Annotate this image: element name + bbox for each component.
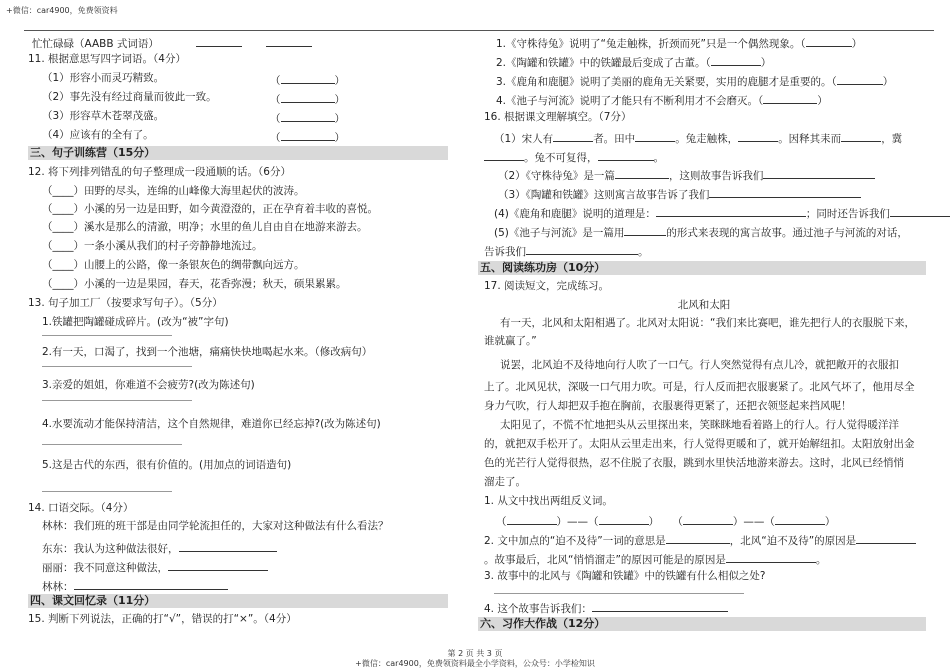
page-number: 第 2 页 共 3 页 — [447, 649, 503, 658]
q15-item: 2.《陶罐和铁罐》中的铁罐最后变成了古董。（ ） — [496, 57, 772, 69]
answer-blank[interactable] — [266, 36, 312, 47]
q11-answer[interactable]: （ ） — [270, 94, 345, 106]
footer-note: +微信：car4900，免费领资料最全小学资料，公众号：小学检知识 — [355, 659, 595, 668]
answer-line[interactable] — [42, 334, 172, 336]
q13-item: 4.水要流动才能保持清洁，这个自然规律，难道你已经忘掉?(改为陈述句) — [42, 418, 381, 430]
q16-line2: （2）《守株待兔》是一篇 ，这则故事告诉我们 — [498, 168, 875, 182]
q15-item: 1.《守株待兔》说明了“兔走触株，折颈而死”只是一个偶然现象。（ ） — [496, 38, 863, 50]
q14-dialog-lin2: 林林： — [42, 579, 228, 593]
section-6-heading: 六、习作大作战（12分） — [478, 617, 926, 631]
answer-blank[interactable] — [168, 560, 268, 571]
story-line: 太阳见了，不慌不忙地把头从云里探出来，笑眯眯地看着路上的行人。行人觉得暖洋洋 — [500, 419, 899, 431]
r4-question: 4. 这个故事告诉我们： — [484, 601, 728, 615]
r1-answers: （ ）——（ ） （ ）——（ ） — [496, 516, 836, 528]
q16-title: 16. 根据课文理解填空。（7分） — [484, 111, 632, 123]
q12-item[interactable]: （____）田野的尽头，连绵的山峰像大海里起伏的波涛。 — [42, 185, 305, 197]
q16-line1: （1）宋人有 者。田中 。兔走触株， 。因释其耒而 ，冀 — [494, 133, 903, 145]
q13-item: 5.这是古代的东西，很有价值的。(用加点的词语造句) — [42, 459, 292, 471]
q11-item: （2）事先没有经过商量而彼此一致。 — [42, 91, 217, 103]
q12-item[interactable]: （____）山腰上的公路，像一条银灰色的绸带飘向远方。 — [42, 259, 305, 271]
story-line: 的，就把双手松开了。太阳从云里走出来，行人觉得更暖和了，就开始解纽扣。太阳放射出金 — [484, 438, 915, 450]
story-title: 北风和太阳 — [677, 299, 731, 311]
header-note: +微信：car4900，免费领资料 — [6, 6, 118, 15]
q13-item: 3.亲爱的姐姐，你难道不会疲劳?(改为陈述句) — [42, 379, 255, 391]
q16-line4: (4)《鹿角和鹿腿》说明的道理是： ；同时还告诉我们 — [494, 206, 950, 220]
q12-item[interactable]: （____）溪水是那么的清澈，明净；水里的鱼儿自由自在地游来游去。 — [42, 221, 368, 233]
q12-title: 12. 将下列排列错乱的句子整理成一段通顺的话。（6分） — [28, 166, 291, 178]
story-line: 谁就赢了。” — [484, 335, 537, 347]
answer-blank[interactable] — [179, 541, 277, 552]
r2-line1: 2. 文中加点的“迫不及待”一词的意思是 ，北风“迫不及待”的原因是 — [484, 533, 916, 547]
q12-item[interactable]: （____）小溪的一边是果园，春天，花香弥漫；秋天，硕果累累。 — [42, 278, 347, 290]
q12-item[interactable]: （____）小溪的另一边是田野，如今黄澄澄的，正在孕育着丰收的喜悦。 — [42, 203, 378, 215]
q15-title: 15. 判断下列说法，正确的打“√”，错误的打“×”。（4分） — [28, 613, 297, 625]
story-line: 身力气吹，行人却把双手抱在胸前，衣服裹得更紧了，还把衣领竖起来挡风呢！ — [484, 400, 852, 412]
q14-dialog-lin: 林林：我们班的班干部是由同学轮流担任的，大家对这种做法有什么看法？ — [42, 520, 389, 532]
q11-answer[interactable]: （ ） — [270, 75, 345, 87]
section-5-heading: 五、阅读练功房（10分） — [478, 261, 926, 275]
q11-answer[interactable]: （ ） — [270, 113, 345, 125]
r3-question: 3. 故事中的北风与《陶罐和铁罐》中的铁罐有什么相似之处? — [484, 570, 766, 582]
aabb-line: 忙忙碌碌（AABB 式词语） — [32, 36, 312, 50]
q16-line3: （3）《陶罐和铁罐》这则寓言故事告诉了我们 — [498, 187, 861, 201]
answer-line[interactable] — [42, 399, 192, 401]
q16-line5: (5)《池子与河流》是一篇用 的形式来表现的寓言故事。通过池子与河流的对话， — [494, 227, 908, 239]
answer-blank[interactable] — [196, 36, 242, 47]
answer-line[interactable] — [42, 365, 192, 367]
section-3-heading: 三、句子训练营（15分） — [28, 146, 448, 160]
story-line: 上了。北风见状，深吸一口气用力吹。可是，行人反而把衣服裹紧了。北风气坏了，他用尽全 — [484, 381, 915, 393]
q14-dialog-li: 丽丽：我不同意这种做法， — [42, 560, 268, 574]
r2-line2: 。故事最后，北风“悄悄溜走”的原因可能是的原因是 。 — [484, 554, 827, 566]
q16-line1b: 。兔不可复得， 。 — [484, 150, 664, 164]
section-4-heading: 四、课文回忆录（11分） — [28, 594, 448, 608]
q14-dialog-dong: 东东：我认为这种做法很好， — [42, 541, 277, 555]
story-line: 色的光芒行人觉得很热，忍不住脱了衣服，跳到水里快活地游来游去。这时，北风已经悄悄 — [484, 457, 904, 469]
q13-item: 1.铁罐把陶罐碰成碎片。(改为“被”字句) — [42, 316, 229, 328]
q13-item: 2.有一天，口渴了，找到一个池塘，痛痛快快地喝起水来。（修改病句） — [42, 346, 373, 358]
story-line: 有一天，北风和太阳相遇了。北风对太阳说：“我们来比赛吧，谁先把行人的衣服脱下来， — [500, 317, 915, 329]
q15-item: 3.《鹿角和鹿腿》说明了美丽的鹿角无关紧要，实用的鹿腿才是重要的。（ ） — [496, 76, 894, 88]
q11-item: （1）形容小而灵巧精致。 — [42, 72, 165, 84]
r1-question: 1. 从文中找出两组反义词。 — [484, 495, 613, 507]
story-line: 说罢，北风迫不及待地向行人吹了一口气。行人突然觉得有点儿冷，就把敞开的衣服扣 — [500, 359, 899, 371]
q11-item: （3）形容草木苍翠茂盛。 — [42, 110, 165, 122]
q16-line5b: 告诉我们 。 — [484, 246, 649, 258]
answer-line[interactable] — [42, 443, 182, 445]
q13-title: 13. 句子加工厂（按要求写句子）。（5分） — [28, 297, 223, 309]
q15-item: 4.《池子与河流》说明了才能只有不断利用才不会磨灭。（ ） — [496, 95, 828, 107]
answer-blank[interactable] — [74, 579, 228, 590]
story-line: 溜走了。 — [484, 476, 526, 488]
q12-item[interactable]: （____）一条小溪从我们的村子旁静静地流过。 — [42, 240, 263, 252]
q11-answer[interactable]: （ ） — [270, 132, 345, 144]
q17-title: 17. 阅读短文，完成练习。 — [484, 280, 610, 292]
q11-item: （4）应该有的全有了。 — [42, 129, 154, 141]
answer-line[interactable] — [494, 592, 744, 594]
q14-title: 14. 口语交际。（4分） — [28, 502, 134, 514]
q11-title: 11. 根据意思写四字词语。（4分） — [28, 53, 186, 65]
answer-line[interactable] — [42, 490, 172, 492]
header-rule — [24, 30, 934, 31]
